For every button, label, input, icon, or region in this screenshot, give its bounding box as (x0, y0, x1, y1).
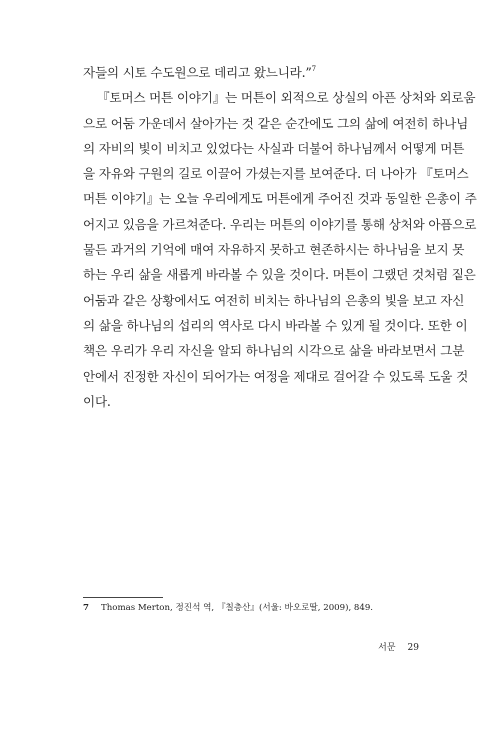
section-title: 서문 (378, 643, 396, 653)
footnote-divider (83, 597, 163, 598)
paragraph-line: 물든 과거의 기억에 매여 자유하지 못하고 현존하시는 하나님을 보지 못 (83, 242, 465, 258)
paragraph-line: 하는 우리 삶을 새롭게 바라볼 수 있을 것이다. 머튼이 그랬던 것처럼 짙은 (83, 267, 476, 283)
paragraph-line: 의 자비의 빛이 비치고 있었다는 사실과 더불어 하나님께서 어떻게 머튼 (83, 140, 465, 156)
running-footer (378, 642, 419, 654)
paragraph-line (83, 60, 419, 85)
paragraph-line: 『토머스 머튼 이야기』는 머튼이 외적으로 상실의 아픈 상처와 외로움 (97, 90, 476, 106)
body-text (83, 60, 477, 414)
paragraph-line: 어지고 있음을 가르쳐준다. 우리는 머튼의 이야기를 통해 상처와 아픔으로 (83, 216, 477, 232)
footnote-text: Thomas Merton, 정진석 역, 『칠층산』(서울: 바오로딸, 2009), 849. (101, 603, 374, 613)
paragraph-line: 책은 우리가 우리 자신을 알되 하나님의 시각으로 삶을 바라보면서 그분 (83, 343, 465, 359)
paragraph-line: 의 삶을 하나님의 섭리의 역사로 다시 바라볼 수 있게 될 것이다. 또한 이 (83, 317, 468, 333)
paragraph-line: 으로 어둠 가운데서 살아가는 것 같은 순간에도 그의 삶에 여전히 하나님 (83, 115, 469, 131)
footnote (83, 602, 423, 614)
footnote-number: 7 (83, 603, 89, 613)
paragraph-line-text: 자들의 시토 수도원으로 데리고 왔느니라.” (83, 65, 312, 80)
footnote-reference: 7 (311, 65, 316, 73)
paragraph-line: 안에서 진정한 자신이 되어가는 여정을 제대로 걸어갈 수 있도록 도울 것 (83, 368, 469, 384)
paragraph-line: 을 자유와 구원의 길로 이끌어 가셨는지를 보여준다. 더 나아가 『토머스 (83, 166, 469, 182)
page-number: 29 (407, 643, 419, 653)
paragraph-line: 머튼 이야기』는 오늘 우리에게도 머튼에게 주어진 것과 동일한 은총이 주 (83, 191, 477, 207)
paragraph-line: 이다. (83, 393, 111, 409)
paragraph-line: 어둠과 같은 상황에서도 여전히 비치는 하나님의 은총의 빛을 보고 자신 (83, 292, 465, 308)
